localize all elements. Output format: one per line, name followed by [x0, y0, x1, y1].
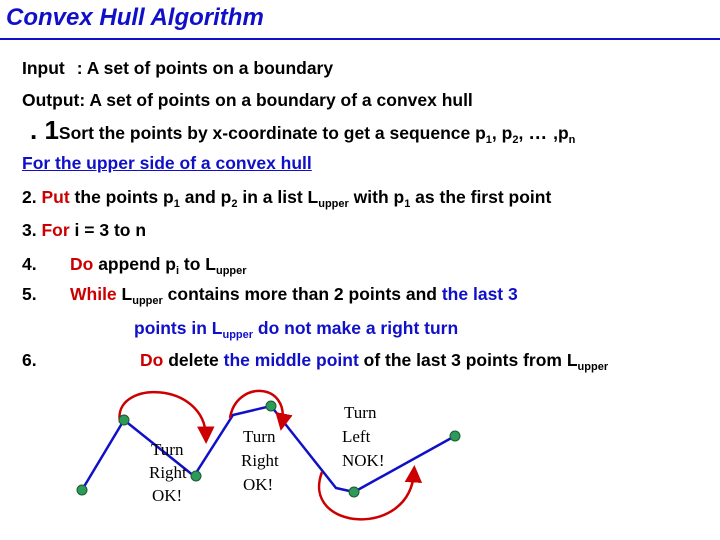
subscript: upper — [318, 198, 349, 210]
step-6-line — [22, 350, 37, 371]
subscript: 2 — [231, 198, 238, 210]
keyword-do: Do — [140, 350, 164, 370]
step-2-line — [22, 187, 551, 208]
step-4-number: 4. — [22, 254, 37, 274]
step-2-number: 2. — [22, 187, 37, 207]
step-1-text: , p — [491, 123, 513, 143]
step-2-text: with p — [348, 187, 405, 207]
step-5-body — [70, 284, 518, 305]
output-label: Output: — [22, 90, 86, 110]
step-5-continuation — [134, 318, 458, 339]
subscript: upper — [577, 361, 609, 373]
step-1-text: , — [518, 123, 524, 143]
step-5-highlight: do not make a right turn — [253, 318, 459, 338]
turn-diagram — [0, 380, 720, 540]
point-marker — [349, 487, 359, 497]
step-5-text: contains more than 2 points and — [162, 284, 442, 304]
step-1-text: Sort the points by x-coordinate to get a sequence p — [58, 123, 486, 143]
input-label: Input — [22, 58, 65, 78]
point-marker — [77, 485, 87, 495]
step-3-line — [22, 220, 146, 241]
input-text: : A set of points on a boundary — [76, 58, 334, 78]
step-6-number: 6. — [22, 350, 37, 370]
point-marker — [266, 401, 276, 411]
step-4-text: append p — [93, 254, 176, 274]
point-marker — [119, 415, 129, 425]
right-turn-arc — [120, 392, 206, 437]
keyword-do: Do — [70, 254, 94, 274]
output-text: A set of points on a boundary of a convex hull — [85, 90, 473, 110]
step-6-highlight: the middle point — [223, 350, 359, 370]
keyword-put: Put — [41, 187, 70, 207]
subscript: i — [175, 265, 180, 277]
step-4-line — [22, 254, 37, 275]
step-2-text: and p — [179, 187, 232, 207]
upper-side-heading: For the upper side of a convex hull — [22, 153, 312, 173]
turn-label-1: Turn Right OK! — [149, 440, 187, 505]
step-6-text: delete — [163, 350, 224, 370]
subscript: upper — [132, 295, 163, 307]
step-6-text: of the last 3 points from L — [358, 350, 578, 370]
step-5-highlight: points in L — [134, 318, 223, 338]
ellipsis: … — [528, 123, 549, 144]
keyword-for: For — [41, 220, 70, 240]
subscript: 1 — [173, 198, 180, 210]
subscript: upper — [215, 265, 247, 277]
step-3-number: 3. — [22, 220, 37, 240]
step-2-text: as the first point — [410, 187, 552, 207]
subscript: upper — [222, 329, 254, 341]
input-line — [22, 58, 333, 79]
step-5-number: 5. — [22, 284, 37, 304]
point-marker — [191, 471, 201, 481]
step-5-text: L — [116, 284, 133, 304]
left-turn-arc — [319, 472, 414, 519]
turn-label-2: Turn Right OK! — [241, 427, 279, 494]
step-1-text: ,p — [548, 123, 569, 143]
keyword-while: While — [70, 284, 117, 304]
subscript: 1 — [404, 198, 411, 210]
output-line — [22, 90, 473, 111]
subscript: n — [568, 134, 576, 146]
step-3-text: i = 3 to n — [69, 220, 147, 240]
turn-label-3: Turn Left NOK! — [342, 403, 385, 470]
step-5-highlight: the last 3 — [441, 284, 518, 304]
step-1-number: . 1 — [30, 115, 59, 145]
step-6-body — [140, 350, 608, 371]
subscript: 2 — [512, 134, 519, 146]
point-marker — [450, 431, 460, 441]
step-1-line — [30, 115, 575, 146]
step-5-line — [22, 284, 37, 305]
step-2-text: in a list L — [237, 187, 319, 207]
step-2-text: the points p — [69, 187, 174, 207]
step-4-body — [70, 254, 247, 275]
page-title: Convex Hull Algorithm — [6, 4, 264, 31]
title-divider — [0, 38, 720, 40]
step-4-text: to L — [179, 254, 216, 274]
subscript: 1 — [485, 134, 492, 146]
